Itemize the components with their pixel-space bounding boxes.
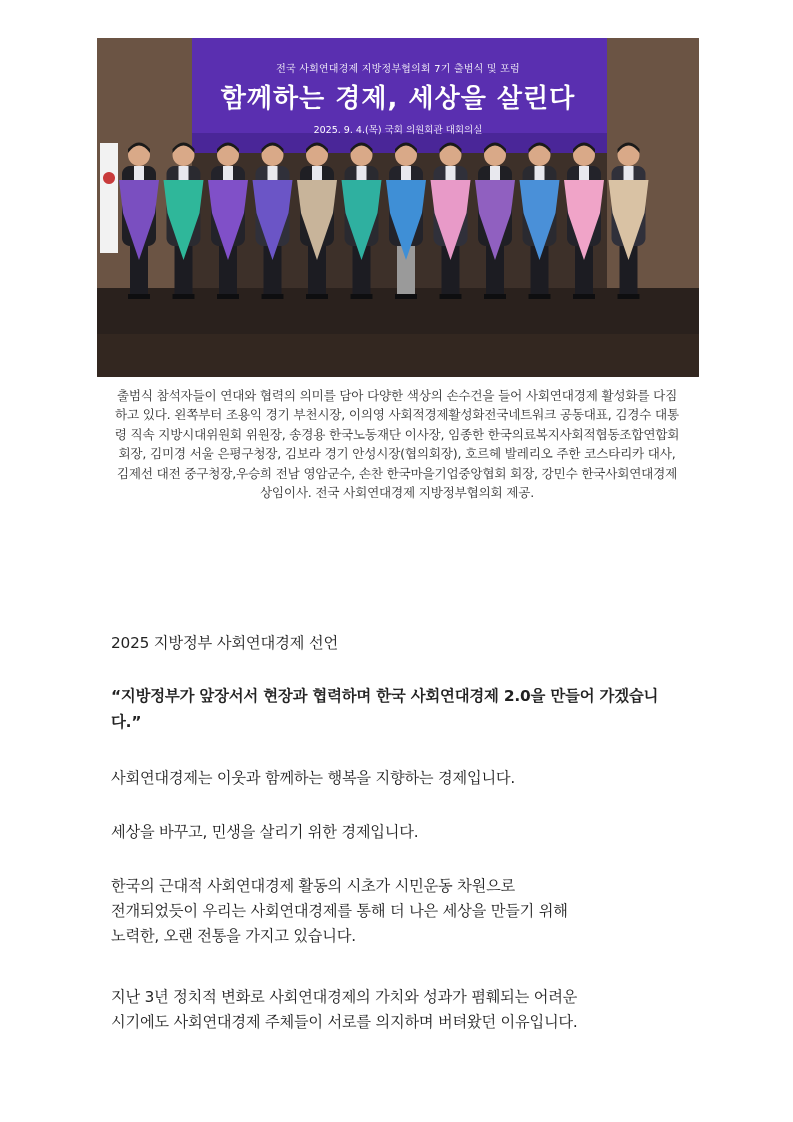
paragraph-4 [111, 985, 691, 1035]
paragraph-3-line: 한국의 근대적 사회연대경제 활동의 시초가 시민운동 차원으로 [111, 877, 516, 895]
event-photo [97, 38, 699, 377]
paragraph-2: 세상을 바꾸고, 민생을 살리기 위한 경제입니다. [111, 823, 419, 841]
paragraph-3 [111, 874, 691, 949]
paragraph-3-line: 전개되었듯이 우리는 사회연대경제를 통해 더 나은 세상을 만들기 위해 [111, 902, 568, 920]
paragraph-4-line: 시기에도 사회연대경제 주체들이 서로를 의지하며 버텨왔던 이유입니다. [111, 1013, 578, 1031]
banner-organization: 전국 사회연대경제 지방정부협의회 7기 출범식 및 포럼 [276, 64, 520, 75]
declaration-title: 2025 지방정부 사회연대경제 선언 [111, 634, 339, 652]
banner-date: 2025. 9. 4.(목) 국회 의원회관 대회의실 [313, 125, 483, 136]
paragraph-4-line: 지난 3년 정치적 변화로 사회연대경제의 가치와 성과가 폄훼되는 어려운 [111, 988, 578, 1006]
declaration-quote: “지방정부가 앞장서서 현장과 협력하며 한국 사회연대경제 2.0을 만들어 가겠습니다.” [111, 687, 659, 731]
photo-caption: 출범식 참석자들이 연대와 협력의 의미를 담아 다양한 색상의 손수건을 들어 사회연대경제 활성화를 다짐하고 있다. 왼쪽부터 조용익 경기 부천시장, 이의영 사회적경제활성화전국네트워크 공동대표, 김경수 대통령 직속 지방시대위원회 위원장, 송경용 한국노동재단 이사장, 임종한 한국의료복지사회적협동조합연합회 회장, 김미경 서울 은평구청장, 김보라 경기 안성시장(협의회장), 호르헤 발레리오 주한 코스타리카 대사, 김제선 대전 중구청장,우승희 전남 영암군수, 손찬 한국마을기업중앙협회 회장, 강민수 한국사회연대경제 상임이사. 전국 사회연대경제 지방정부협의회 제공. [114, 388, 680, 501]
paragraph-3-line: 노력한, 오랜 전통을 가지고 있습니다. [111, 927, 356, 945]
banner-title: 함께하는 경제, 세상을 살린다 [220, 84, 576, 114]
paragraph-1: 사회연대경제는 이웃과 함께하는 행복을 지향하는 경제입니다. [111, 769, 516, 787]
